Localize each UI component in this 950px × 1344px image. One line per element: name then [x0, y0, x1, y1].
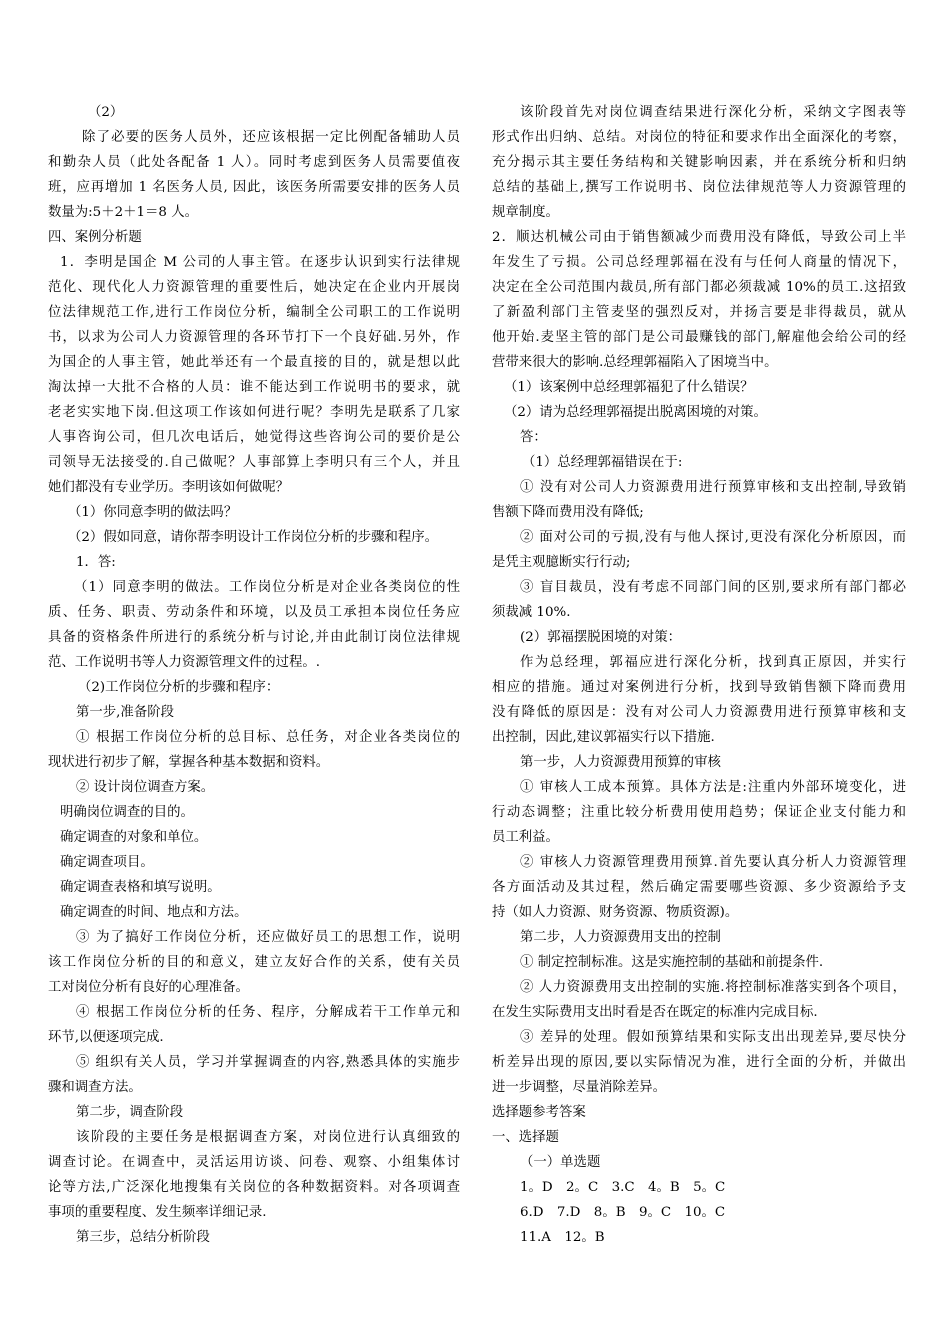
- text-line: 第二步，调查阶段: [76, 1105, 184, 1120]
- text-line: 范、工作说明书等人力资源管理文件的过程。.: [48, 655, 321, 670]
- text-line: 工对岗位分析有良好的心理准备。: [48, 980, 249, 995]
- text-line: （2）: [88, 105, 124, 120]
- text-line: (2）郭福摆脱困境的对策：: [520, 630, 682, 645]
- text-line: 相应的措施。通过对案例进行分析，找到导致销售额下降而费用: [492, 680, 906, 695]
- text-line: （1）你同意李明的做法吗？: [68, 505, 238, 520]
- text-line: 售额下降而费用没有降低;: [492, 505, 644, 520]
- text-line: 论等方法,广泛深化地搜集有关岗位的各种数据资料。对各项调查: [48, 1180, 460, 1195]
- text-line: 没有降低的原因是：没有对公司人力资源费用进行预算审核和支: [492, 705, 906, 720]
- text-line: （一）单选题: [520, 1155, 601, 1170]
- text-line: 出控制，因此,建议郭福实行以下措施.: [492, 730, 715, 745]
- text-line: 确定调查的时间、地点和方法。: [60, 905, 248, 920]
- text-line: ② 人力资源费用支出控制的实施.将控制标准落实到各个项目，: [520, 980, 906, 995]
- text-line: 是凭主观臆断实行行动;: [492, 555, 631, 570]
- text-line: 和勤杂人员（此处各配备 1 人）。同时考虑到医务人员需要值夜: [48, 155, 460, 170]
- text-line: 她们都没有专业学历。李明该如何做呢？: [48, 480, 290, 495]
- text-line: 11.A 12。B: [520, 1230, 605, 1245]
- text-line: 他开始.麦坚主管的部门是公司最赚钱的部门,解雇他会给公司的经: [492, 330, 906, 345]
- text-line: 数量为:5＋2＋1＝8 人。: [48, 205, 198, 220]
- text-line: 第二步，人力资源费用支出的控制: [520, 930, 721, 945]
- text-line: （1）同意李明的做法。工作岗位分析是对企业各类岗位的性: [74, 580, 460, 595]
- text-line: 营带来很大的影响.总经理郭福陷入了困境当中。: [492, 355, 778, 370]
- text-line: 进一步调整，尽量消除差异。: [492, 1080, 667, 1095]
- text-line: 持（如人力资源、财务资源、物质资源)。: [492, 905, 739, 920]
- text-line: （2)工作岗位分析的步骤和程序：: [78, 680, 280, 695]
- text-line: 该工作岗位分析的目的和意义，建立友好合作的关系，使有关员: [48, 955, 460, 970]
- text-line: 在发生实际费用支出时看是否在既定的标准内完成目标.: [492, 1005, 818, 1020]
- text-line: ① 审核人工成本预算。具体方法是:注重内外部环境变化，进: [520, 780, 906, 795]
- text-line: 质、任务、职责、劳动条件和环境，以及员工承担本岗位任务应: [48, 605, 460, 620]
- text-line: 充分揭示其主要任务结构和关键影响因素，并在系统分析和归纳: [492, 155, 906, 170]
- text-line: 作为总经理，郭福应进行深化分析，找到真正原因，并实行: [520, 655, 906, 670]
- text-line: 1．答:: [76, 555, 116, 570]
- text-line: ⑤ 组织有关人员，学习并掌握调查的内容,熟悉具体的实施步: [76, 1055, 460, 1070]
- text-line: 确定调查项目。: [60, 855, 154, 870]
- text-line: 总结的基础上,撰写工作说明书、岗位法律规范等人力资源管理的: [492, 180, 906, 195]
- text-line: 为国企的人事主管，她此举还有一个最直接的目的，就是想以此: [48, 355, 460, 370]
- text-line: 2．顺达机械公司由于销售额减少而费用没有降低，导致公司上半: [492, 230, 906, 245]
- text-line: 调查讨论。在调查中，灵活运用访谈、问卷、观察、小组集体讨: [48, 1155, 460, 1170]
- text-line: 各方面活动及其过程，然后确定需要哪些资源、多少资源给予支: [492, 880, 906, 895]
- text-line: 人事咨询公司，但几次电话后，她觉得这些咨询公司的要价是公: [48, 430, 460, 445]
- text-line: 形式作出归纳、总结。对岗位的特征和要求作出全面深化的考察，: [492, 130, 906, 145]
- text-line: 须裁减 10%.: [492, 605, 571, 620]
- text-line: ① 制定控制标准。这是实施控制的基础和前提条件.: [520, 955, 824, 970]
- text-line: 行动态调整；注重比较分析费用使用趋势；保证企业支付能力和: [492, 805, 906, 820]
- text-line: 答：: [520, 430, 547, 445]
- text-line: （1）该案例中总经理郭福犯了什么错误？: [504, 380, 754, 395]
- text-line: 明确岗位调查的目的。: [60, 805, 194, 820]
- text-line: 年发生了亏损。公司总经理郭福在没有与任何人商量的情况下，: [492, 255, 906, 270]
- text-line: ① 根据工作岗位分析的总目标、总任务，对企业各类岗位的: [76, 730, 460, 745]
- text-line: 位法律规范工作,进行工作岗位分析，编制全公司职工的工作说明: [48, 305, 460, 320]
- text-line: 6.D 7.D 8。B 9。C 10。C: [520, 1205, 726, 1220]
- text-line: 范化、现代化人力资源管理的重要性后，她决定在企业内开展岗: [48, 280, 460, 295]
- text-line: 该阶段首先对岗位调查结果进行深化分析，采纳文字图表等: [520, 105, 906, 120]
- text-line: 1。D 2。C 3.C 4。B 5。C: [520, 1180, 726, 1195]
- text-line: ③ 为了搞好工作岗位分析，还应做好员工的思想工作，说明: [76, 930, 460, 945]
- text-line: ② 设计岗位调查方案。: [76, 780, 215, 795]
- text-line: ② 面对公司的亏损,没有与他人探讨,更没有深化分析原因，而: [520, 530, 906, 545]
- text-line: 环节,以便逐项完成.: [48, 1030, 164, 1045]
- text-line: 淘汰掉一大批不合格的人员：谁不能达到工作说明书的要求，就: [48, 380, 460, 395]
- text-line: 班，应再增加 1 名医务人员, 因此，该医务所需要安排的医务人员: [48, 180, 460, 195]
- text-line: ④ 根据工作岗位分析的任务、程序，分解成若干工作单元和: [76, 1005, 460, 1020]
- text-line: ③ 盲目裁员，没有考虑不同部门间的区别,要求所有部门都必: [520, 580, 906, 595]
- left-column: [48, 100, 460, 1250]
- text-line: 一、选择题: [492, 1130, 559, 1145]
- text-line: 1．李明是国企 M 公司的人事主管。在逐步认识到实行法律规: [60, 255, 460, 270]
- text-line: 第一步,准备阶段: [76, 705, 174, 720]
- text-line: 第三步，总结分析阶段: [76, 1230, 210, 1245]
- text-line: 四、案例分析题: [48, 230, 142, 245]
- text-line: （2）请为总经理郭福提出脱离困境的对策。: [504, 405, 767, 420]
- text-line: （1）总经理郭福错误在于:: [522, 455, 683, 470]
- text-line: （2）假如同意，请你帮李明设计工作岗位分析的步骤和程序。: [68, 530, 439, 545]
- text-line: 事项的重要程度、发生频率详细记录.: [48, 1205, 267, 1220]
- text-line: 骤和调查方法。: [48, 1080, 142, 1095]
- text-line: 决定在全公司范围内裁员,所有部门都必须裁减 10%的员工.这招致: [492, 280, 906, 295]
- text-line: ③ 差异的处理。假如预算结果和实际支出出现差异,要尽快分: [520, 1030, 906, 1045]
- text-line: 书，以求为公司人力资源管理的各环节打下一个良好础.另外，作: [48, 330, 460, 345]
- text-line: 第一步，人力资源费用预算的审核: [520, 755, 721, 770]
- right-column: [492, 100, 906, 1250]
- text-line: 员工利益。: [492, 830, 559, 845]
- text-line: 确定调查表格和填写说明。: [60, 880, 221, 895]
- text-line: 确定调查的对象和单位。: [60, 830, 208, 845]
- text-line: 司领导无法接受的.自己做呢？人事部算上李明只有三个人，并且: [48, 455, 460, 470]
- text-line: 选择题参考答案: [492, 1105, 586, 1120]
- text-line: 老老实实地下岗.但这项工作该如何进行呢？李明先是联系了几家: [48, 405, 460, 420]
- text-line: 除了必要的医务人员外，还应该根据一定比例配备辅助人员: [82, 130, 460, 145]
- text-line: 该阶段的主要任务是根据调查方案，对岗位进行认真细致的: [76, 1130, 460, 1145]
- text-line: ② 审核人力资源管理费用预算.首先要认真分析人力资源管理: [520, 855, 906, 870]
- text-line: 具备的资格条件所进行的系统分析与讨论,并由此制订岗位法律规: [48, 630, 460, 645]
- text-line: 现状进行初步了解，掌握各种基本数据和资料。: [48, 755, 330, 770]
- text-line: ① 没有对公司人力资源费用进行预算审核和支出控制,导致销: [520, 480, 906, 495]
- text-line: 析差异出现的原因,要以实际情况为准，进行全面的分析，并做出: [492, 1055, 906, 1070]
- text-line: 规章制度。: [492, 205, 559, 220]
- text-line: 了新盈利部门主管麦坚的强烈反对，并扬言要是非得裁员，就从: [492, 305, 906, 320]
